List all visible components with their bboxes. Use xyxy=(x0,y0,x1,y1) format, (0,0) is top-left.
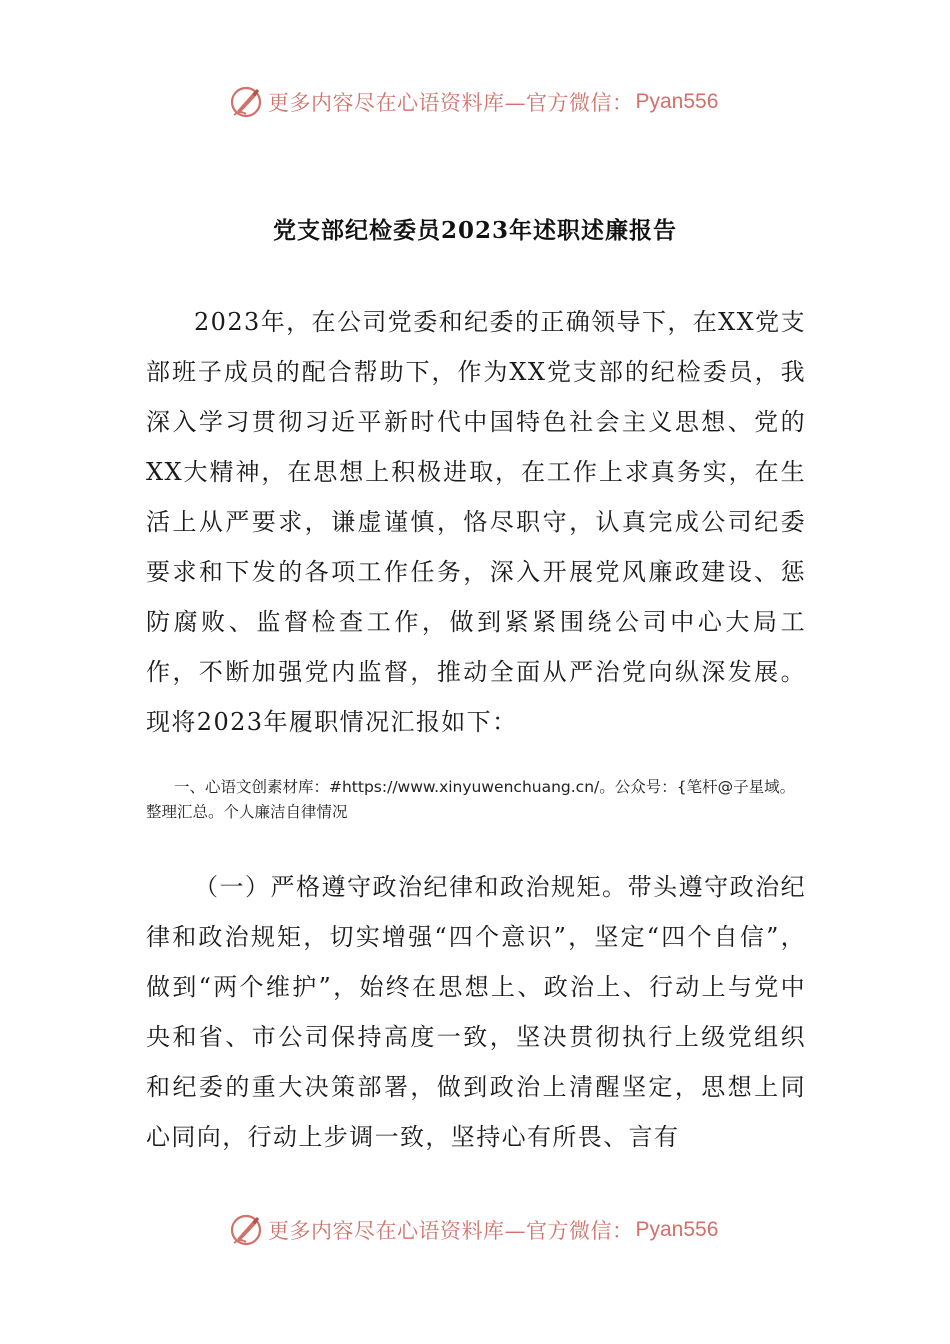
watermark-text: 更多内容尽在心语资料库—官方微信： xyxy=(268,91,634,115)
watermark-wechat-id: Pyan556 xyxy=(635,1218,719,1241)
watermark-wechat-id: Pyan556 xyxy=(635,90,719,113)
paragraph-intro: 2023年，在公司党委和纪委的正确领导下，在XX党支部班子成员的配合帮助下，作为XX党支部的纪检委员，我深入学习贯彻习近平新时代中国特色社会主义思想、党的XX大精神，在思想上积极进取，在工作上求真务实，在生活上从严要求，谦虚谨慎，恪尽职守，认真完成公司纪委要求和下发的各项工作任务，深入开展党风廉政建设、惩防腐败、监督检查工作，做到紧紧围绕公司中心大局工作，不断加强党内监督，推动全面从严治党向纵深发展。现将2023年履职情况汇报如下： xyxy=(146,308,806,736)
footer-watermark xyxy=(228,1210,718,1250)
pen-logo-icon xyxy=(228,84,264,120)
watermark-text: 更多内容尽在心语资料库—官方微信： xyxy=(268,1219,634,1243)
paragraph-section-heading: 一、心语文创素材库：#https://www.xinyuwenchuang.cn/。公众号：{笔杆@子星域。整理汇总。个人廉洁自律情况 xyxy=(146,778,796,821)
header-watermark xyxy=(228,82,718,122)
document-title: 党支部纪检委员2023年述职述廉报告 xyxy=(272,217,677,244)
pen-logo-icon xyxy=(228,1212,264,1248)
paragraph-political-discipline: （一）严格遵守政治纪律和政治规矩。带头遵守政治纪律和政治规矩，切实增强“四个意识”，坚定“四个自信”，做到“两个维护”，始终在思想上、政治上、行动上与党中央和省、市公司保持高度一致，坚决贯彻执行上级党组织和纪委的重大决策部署，做到政治上清醒坚定，思想上同心同向，行动上步调一致，坚持心有所畏、言有 xyxy=(146,873,806,1151)
